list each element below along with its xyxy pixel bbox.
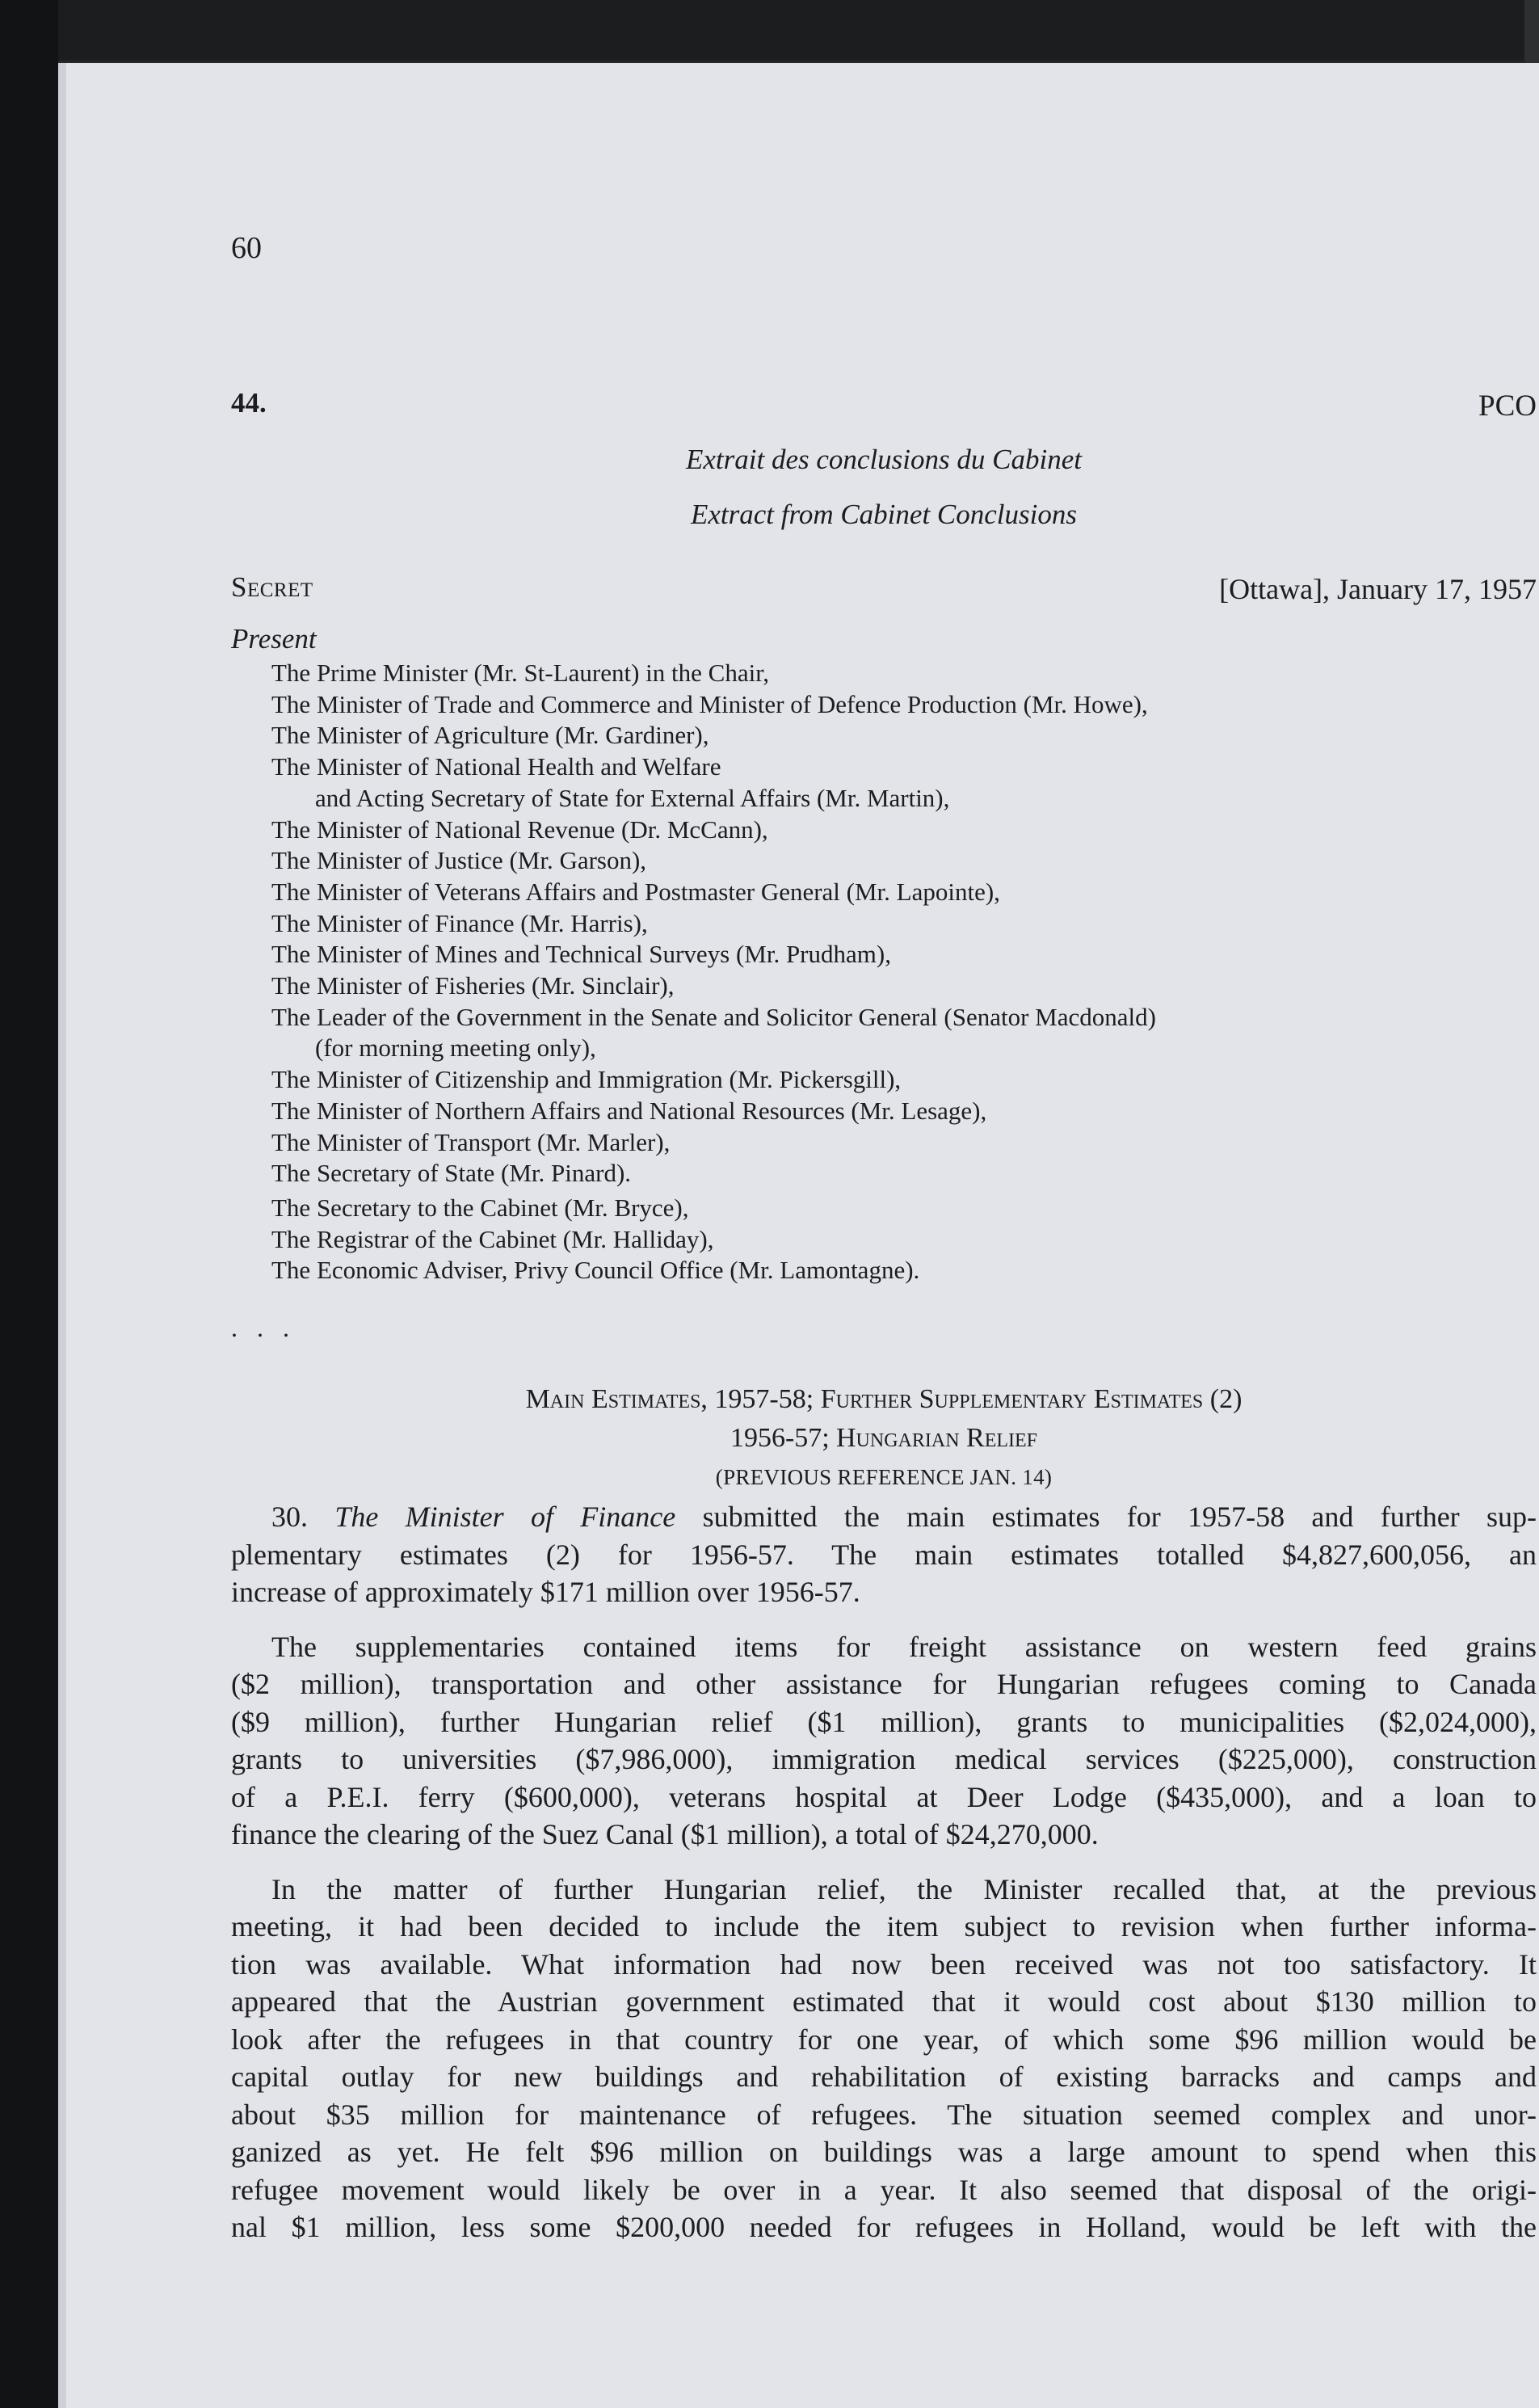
attendee-line: The Minister of Justice (Mr. Garson),: [271, 846, 647, 875]
text-line: appeared that the Austrian government estimated that it would cost about $130 million to: [231, 1985, 1537, 2018]
classification-label: Secret: [231, 571, 313, 603]
attendee-line: The Minister of Northern Affairs and National Resources (Mr. Lesage),: [271, 1096, 987, 1125]
paragraph: [231, 1871, 1537, 2246]
attendee-line: The Minister of Mines and Technical Surveys (Mr. Prudham),: [271, 940, 891, 969]
scan-background-top: [0, 0, 1539, 61]
text-line: look after the refugees in that country for one year, of which some $96 million would be: [231, 2023, 1537, 2056]
page-edge-shadow: [58, 63, 66, 2408]
attendee-line: The Minister of Agriculture (Mr. Gardiner),: [271, 721, 709, 750]
attendee-line: The Minister of Transport (Mr. Marler),: [271, 1127, 671, 1156]
text-line: The supplementaries contained items for freight assistance on western feed grains: [271, 1630, 1537, 1663]
paragraph: [231, 1628, 1537, 1854]
speaker-name: The Minister of Finance: [334, 1501, 676, 1533]
attendee-line: The Minister of National Health and Welfare: [271, 752, 721, 781]
attendee-line: The Minister of National Revenue (Dr. McCann),: [271, 815, 768, 844]
dateline: [Ottawa], January 17, 1957: [1219, 573, 1537, 605]
attendee-line: The Economic Adviser, Privy Council Office (Mr. Lamontagne).: [271, 1256, 920, 1285]
text-line: ($9 million), further Hungarian relief ($1 million), grants to municipalities ($2,024,000),: [231, 1705, 1537, 1738]
attendee-line: The Minister of Veterans Affairs and Postmaster General (Mr. Lapointe),: [271, 877, 1000, 906]
text-line: grants to universities ($7,986,000), immigration medical services ($225,000), construction: [231, 1743, 1537, 1775]
section-heading-year: 1956-57;: [730, 1423, 830, 1453]
section-heading-line2: Hungarian Relief: [835, 1423, 1038, 1453]
text-line: tion was available. What information had now been received was not too satisfactory. It: [231, 1947, 1537, 1981]
attendee-list: [271, 658, 1537, 1286]
text-line: capital outlay for new buildings and rehabilitation of existing barracks and camps and: [231, 2061, 1537, 2093]
section-heading-reference: (PREVIOUS REFERENCE JAN. 14): [715, 1465, 1053, 1489]
text-line: increase of approximately $171 million over 1956-57.: [231, 1576, 860, 1608]
attendee-line: The Secretary to the Cabinet (Mr. Bryce),: [271, 1193, 689, 1222]
text-line: about $35 million for maintenance of refugees. The situation seemed complex and unor-: [231, 2098, 1537, 2131]
page-number: 60: [231, 231, 262, 265]
omission-ellipsis: . . .: [231, 1313, 296, 1342]
attendee-line: and Acting Secretary of State for External Affairs (Mr. Martin),: [315, 783, 950, 812]
attendee-line: The Secretary of State (Mr. Pinard).: [271, 1159, 632, 1188]
heading-english: Extract from Cabinet Conclusions: [691, 499, 1077, 530]
text-line: refugee movement would likely be over in a year. It also seemed that disposal of the origi-: [231, 2173, 1537, 2206]
document-page: [58, 63, 1539, 2408]
document-source: PCO: [1478, 389, 1537, 423]
attendee-line: The Minister of Trade and Commerce and Minister of Defence Production (Mr. Howe),: [271, 689, 1148, 718]
document-number: 44.: [231, 387, 267, 419]
attendee-line: The Leader of the Government in the Senate and Solicitor General (Senator Macdonald): [271, 1002, 1156, 1031]
heading-french: Extrait des conclusions du Cabinet: [686, 444, 1082, 475]
attendee-line: The Minister of Fisheries (Mr. Sinclair),: [271, 971, 675, 1000]
text-line: 30. The Minister of Finance submitted the main estimates for 1957-58 and further sup-: [271, 1501, 1537, 1533]
attendee-line: The Prime Minister (Mr. St-Laurent) in the Chair,: [271, 659, 770, 687]
text-line: of a P.E.I. ferry ($600,000), veterans hospital at Deer Lodge ($435,000), and a loan to: [231, 1780, 1537, 1813]
present-heading: Present: [231, 623, 317, 655]
attendee-line: The Minister of Citizenship and Immigration (Mr. Pickersgill),: [271, 1065, 902, 1094]
text-line: ($2 million), transportation and other assistance for Hungarian refugees coming to Canada: [231, 1668, 1537, 1700]
text-line: nal $1 million, less some $200,000 needed for refugees in Holland, would be left with the: [231, 2211, 1537, 2243]
text-line: In the matter of further Hungarian relief, the Minister recalled that, at the previous: [271, 1872, 1537, 1905]
attendee-line: (for morning meeting only),: [315, 1034, 596, 1063]
text-line: plementary estimates (2) for 1956-57. The main estimates totalled $4,827,600,056, an: [231, 1538, 1537, 1571]
attendee-line: The Minister of Finance (Mr. Harris),: [271, 908, 648, 937]
attendee-line: The Registrar of the Cabinet (Mr. Halliday),: [271, 1224, 714, 1253]
scan-background-left: [0, 0, 58, 2408]
section-heading: [231, 1380, 1537, 1497]
text-line: meeting, it had been decided to include the item subject to revision when further informa-: [231, 1910, 1537, 1943]
text-line: finance the clearing of the Suez Canal ($1 million), a total of $24,270,000.: [231, 1818, 1099, 1850]
section-heading-line1: Main Estimates, 1957-58; Further Supplementary Estimates (2): [525, 1384, 1243, 1414]
paragraph: [231, 1498, 1537, 1611]
body-text: [231, 1498, 1537, 2263]
text-line: ganized as yet. He felt $96 million on buildings was a large amount to spend when this: [231, 2136, 1537, 2168]
